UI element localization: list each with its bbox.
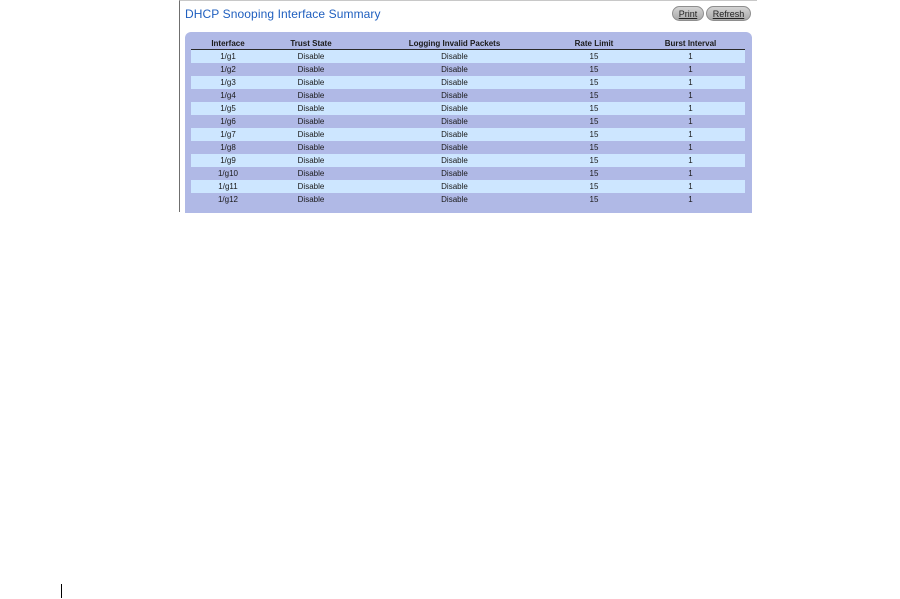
cell-burst-interval: 1: [636, 76, 745, 89]
cell-trust-state: Disable: [265, 63, 357, 76]
column-header-rate-limit: Rate Limit: [552, 38, 636, 50]
cell-interface: 1/g9: [191, 154, 265, 167]
cell-logging: Disable: [357, 89, 552, 102]
cell-trust-state: Disable: [265, 115, 357, 128]
table-row: [191, 115, 745, 128]
cell-burst-interval: 1: [636, 128, 745, 141]
cell-interface: 1/g3: [191, 76, 265, 89]
cell-logging: Disable: [357, 63, 552, 76]
cell-burst-interval: 1: [636, 115, 745, 128]
table-row: [191, 193, 745, 206]
cell-burst-interval: 1: [636, 180, 745, 193]
cell-interface: 1/g11: [191, 180, 265, 193]
table-row: [191, 102, 745, 115]
cell-trust-state: Disable: [265, 128, 357, 141]
cell-trust-state: Disable: [265, 141, 357, 154]
cell-logging: Disable: [357, 102, 552, 115]
margin-line: [61, 584, 62, 598]
summary-table-panel: [185, 32, 752, 213]
column-header-logging: Logging Invalid Packets: [357, 38, 552, 50]
cell-logging: Disable: [357, 154, 552, 167]
cell-trust-state: Disable: [265, 193, 357, 206]
cell-interface: 1/g1: [191, 50, 265, 64]
cell-interface: 1/g10: [191, 167, 265, 180]
table-row: [191, 180, 745, 193]
refresh-button[interactable]: Refresh: [706, 6, 751, 21]
cell-burst-interval: 1: [636, 154, 745, 167]
cell-logging: Disable: [357, 115, 552, 128]
table-row: [191, 76, 745, 89]
cell-rate-limit: 15: [552, 89, 636, 102]
cell-interface: 1/g6: [191, 115, 265, 128]
cell-trust-state: Disable: [265, 89, 357, 102]
column-header-trust-state: Trust State: [265, 38, 357, 50]
cell-logging: Disable: [357, 141, 552, 154]
cell-rate-limit: 15: [552, 154, 636, 167]
cell-trust-state: Disable: [265, 180, 357, 193]
cell-trust-state: Disable: [265, 50, 357, 64]
cell-rate-limit: 15: [552, 141, 636, 154]
table-row: [191, 89, 745, 102]
cell-trust-state: Disable: [265, 102, 357, 115]
cell-interface: 1/g5: [191, 102, 265, 115]
cell-burst-interval: 1: [636, 167, 745, 180]
column-header-interface: Interface: [191, 38, 265, 50]
table-row: [191, 141, 745, 154]
cell-interface: 1/g4: [191, 89, 265, 102]
cell-burst-interval: 1: [636, 141, 745, 154]
cell-rate-limit: 15: [552, 167, 636, 180]
cell-rate-limit: 15: [552, 180, 636, 193]
cell-burst-interval: 1: [636, 102, 745, 115]
cell-rate-limit: 15: [552, 50, 636, 64]
cell-rate-limit: 15: [552, 128, 636, 141]
cell-rate-limit: 15: [552, 63, 636, 76]
cell-interface: 1/g7: [191, 128, 265, 141]
print-button[interactable]: Print: [672, 6, 704, 21]
cell-rate-limit: 15: [552, 115, 636, 128]
column-header-burst-interval: Burst Interval: [636, 38, 745, 50]
table-body: [191, 50, 745, 207]
cell-rate-limit: 15: [552, 102, 636, 115]
interface-summary-table: [191, 38, 745, 206]
cell-burst-interval: 1: [636, 63, 745, 76]
cell-logging: Disable: [357, 128, 552, 141]
cell-trust-state: Disable: [265, 154, 357, 167]
table-row: [191, 63, 745, 76]
cell-logging: Disable: [357, 180, 552, 193]
cell-trust-state: Disable: [265, 76, 357, 89]
cell-logging: Disable: [357, 193, 552, 206]
table-row: [191, 50, 745, 64]
cell-interface: 1/g8: [191, 141, 265, 154]
table-header-row: [191, 38, 745, 50]
cell-interface: 1/g12: [191, 193, 265, 206]
dhcp-snooping-page: [179, 0, 757, 212]
cell-interface: 1/g2: [191, 63, 265, 76]
page-title: DHCP Snooping Interface Summary: [185, 7, 381, 21]
cell-logging: Disable: [357, 50, 552, 64]
table-row: [191, 154, 745, 167]
cell-logging: Disable: [357, 76, 552, 89]
cell-rate-limit: 15: [552, 76, 636, 89]
table-row: [191, 167, 745, 180]
cell-burst-interval: 1: [636, 193, 745, 206]
cell-burst-interval: 1: [636, 89, 745, 102]
table-row: [191, 128, 745, 141]
cell-logging: Disable: [357, 167, 552, 180]
cell-rate-limit: 15: [552, 193, 636, 206]
cell-burst-interval: 1: [636, 50, 745, 64]
cell-trust-state: Disable: [265, 167, 357, 180]
